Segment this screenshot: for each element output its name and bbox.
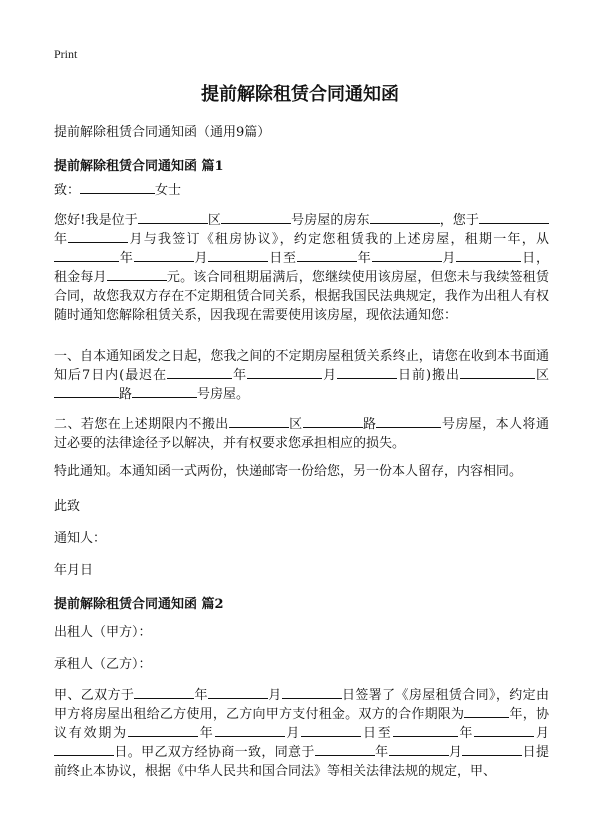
lessee-label: 承租人（乙方）： — [54, 657, 152, 672]
blank-field — [221, 211, 291, 224]
paragraph-4: 特此通知。本通知函一式两份，快递邮寄一份给您，另一份本人留存，内容相同。 — [54, 464, 523, 479]
section-heading-2: 提前解除租赁合同通知函 篇2 — [54, 597, 224, 612]
blank-field — [54, 385, 119, 398]
lessor-label: 出租人（甲方）： — [54, 625, 152, 640]
blank-field — [337, 366, 397, 379]
blank-field — [393, 724, 458, 737]
blank-field — [229, 415, 289, 428]
blank-field — [303, 415, 363, 428]
greeting-suffix: 女士 — [155, 183, 182, 198]
blank-field — [208, 249, 268, 262]
blank-field — [282, 686, 342, 699]
greeting-line — [54, 181, 549, 200]
blank-field — [301, 724, 361, 737]
greeting-prefix: 致： — [54, 183, 81, 198]
blank-field — [54, 249, 119, 262]
blank-field — [456, 249, 521, 262]
blank-field — [247, 366, 322, 379]
blank-field — [474, 724, 534, 737]
blank-field — [479, 211, 549, 224]
paragraph-1: 您好!我是位于 区 号房屋的房东 ，您于年 月与我签订《租房协议》，约定您租赁我的上述房屋，租期一年，从年 月 日至 年 月 日，租金每月 元。该合同租期届满后，您继续使用该房屋，但您未与我续签租赁合同，故您我双方存在不定期租赁合同关系，根据我国民法典规定，我作为出租人有权随时通知您解除租赁关系，因我现在需要使用该房屋，现依法通知您： — [54, 213, 549, 323]
blank-field — [372, 249, 442, 262]
blank-field — [464, 705, 509, 718]
blank-field — [128, 724, 198, 737]
section-heading-1: 提前解除租赁合同通知函 篇1 — [54, 159, 224, 174]
blank-field — [315, 743, 375, 756]
document-subtitle: 提前解除租赁合同通知函（通用9篇） — [54, 125, 271, 140]
date-line: 年月日 — [54, 563, 94, 578]
blank-field — [54, 743, 114, 756]
blank-field — [167, 366, 232, 379]
paragraph-5: 甲、乙双方于 年 月 日签署了《房屋租赁合同》，约定由甲方将房屋出租给乙方使用，乙方向甲方支付租金。双方的合作期限为 年，协议有效期为 年 月 日至 年 月日。甲乙双方经协商一致，同意于 年 月 日提前终止本协议，根据《中华人民共和国合同法》等相关法律法规的规定，甲、 — [54, 688, 549, 779]
paragraph-2: 一、自本通知函发之日起，您我之间的不定期房屋租赁关系终止，请您在收到本书面通知后7日内(最迟在 年 月 日前)搬出 区路 号房屋。 — [54, 349, 549, 402]
blank-field — [68, 230, 128, 243]
blank-field — [370, 211, 440, 224]
blank-field — [376, 415, 441, 428]
blank-field — [80, 181, 155, 194]
closing-text: 此致 — [54, 499, 81, 514]
blank-field — [215, 724, 285, 737]
paragraph-3: 二、若您在上述期限内不搬出 区 路 号房屋，本人将通过必要的法律途径予以解决，并有权要求您承担相应的损失。 — [54, 417, 549, 451]
page-title: 提前解除租赁合同通知函 — [201, 84, 399, 105]
blank-field — [462, 743, 522, 756]
blank-field — [297, 249, 357, 262]
blank-field — [138, 211, 208, 224]
blank-field — [107, 268, 167, 281]
blank-field — [132, 385, 197, 398]
blank-field — [134, 249, 194, 262]
print-link[interactable]: Print — [54, 47, 78, 61]
notifier-label: 通知人： — [54, 531, 107, 546]
blank-field — [389, 743, 449, 756]
blank-field — [134, 686, 194, 699]
blank-field — [208, 686, 268, 699]
blank-field — [460, 366, 535, 379]
